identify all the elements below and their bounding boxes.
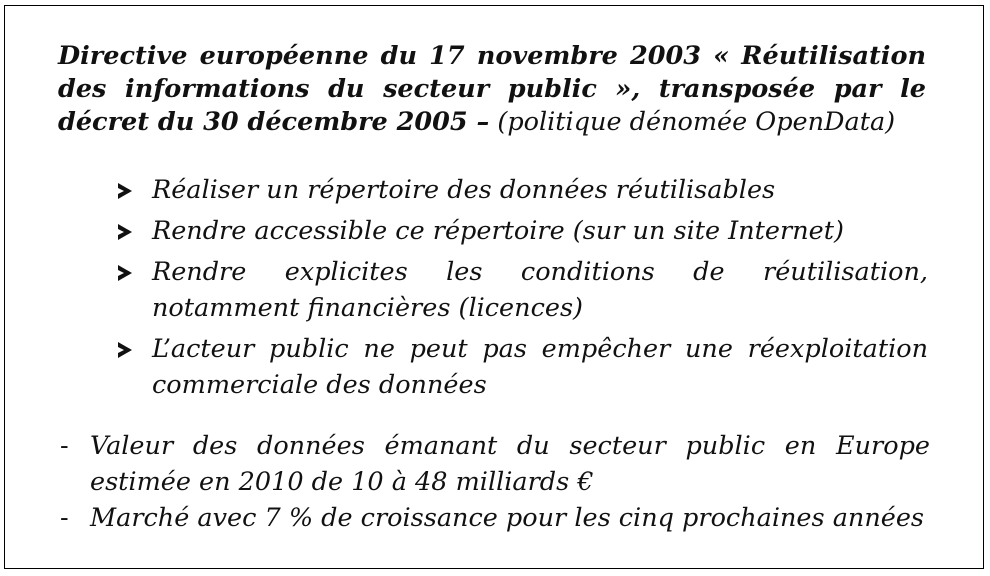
arrowhead-icon <box>118 265 132 281</box>
list-item <box>118 213 928 249</box>
list-item-text: Réaliser un répertoire des données réutilisables <box>152 175 776 205</box>
list-item-text: Rendre explicites les conditions de réutilisation, notamment financières (licences) <box>152 257 928 323</box>
note-item <box>60 500 930 536</box>
market-notes-list <box>60 428 930 536</box>
note-item <box>60 428 930 500</box>
dash-marker: - <box>60 503 69 533</box>
dash-marker: - <box>60 431 69 461</box>
arrowhead-icon <box>118 183 132 199</box>
list-item-text: Rendre accessible ce répertoire (sur un site Internet) <box>152 216 844 246</box>
note-text: Valeur des données émanant du secteur public en Europe estimée en 2010 de 10 à 48 milliards € <box>90 431 930 497</box>
list-item <box>118 331 928 403</box>
obligations-list <box>118 172 928 408</box>
note-text: Marché avec 7 % de croissance pour les cinq prochaines années <box>90 503 925 533</box>
directive-subtitle: (politique dénomée OpenData) <box>489 107 896 137</box>
directive-heading <box>58 40 926 139</box>
arrowhead-icon <box>118 224 132 240</box>
directive-title: Directive européenne du 17 novembre 2003 « Réutilisation des informations du secteur public », transposée par le décret du 30 décembre 2005 – <box>58 41 926 137</box>
list-item <box>118 254 928 326</box>
arrowhead-icon <box>118 342 132 358</box>
list-item <box>118 172 928 208</box>
list-item-text: L’acteur public ne peut pas empêcher une réexploitation commerciale des données <box>152 334 928 400</box>
